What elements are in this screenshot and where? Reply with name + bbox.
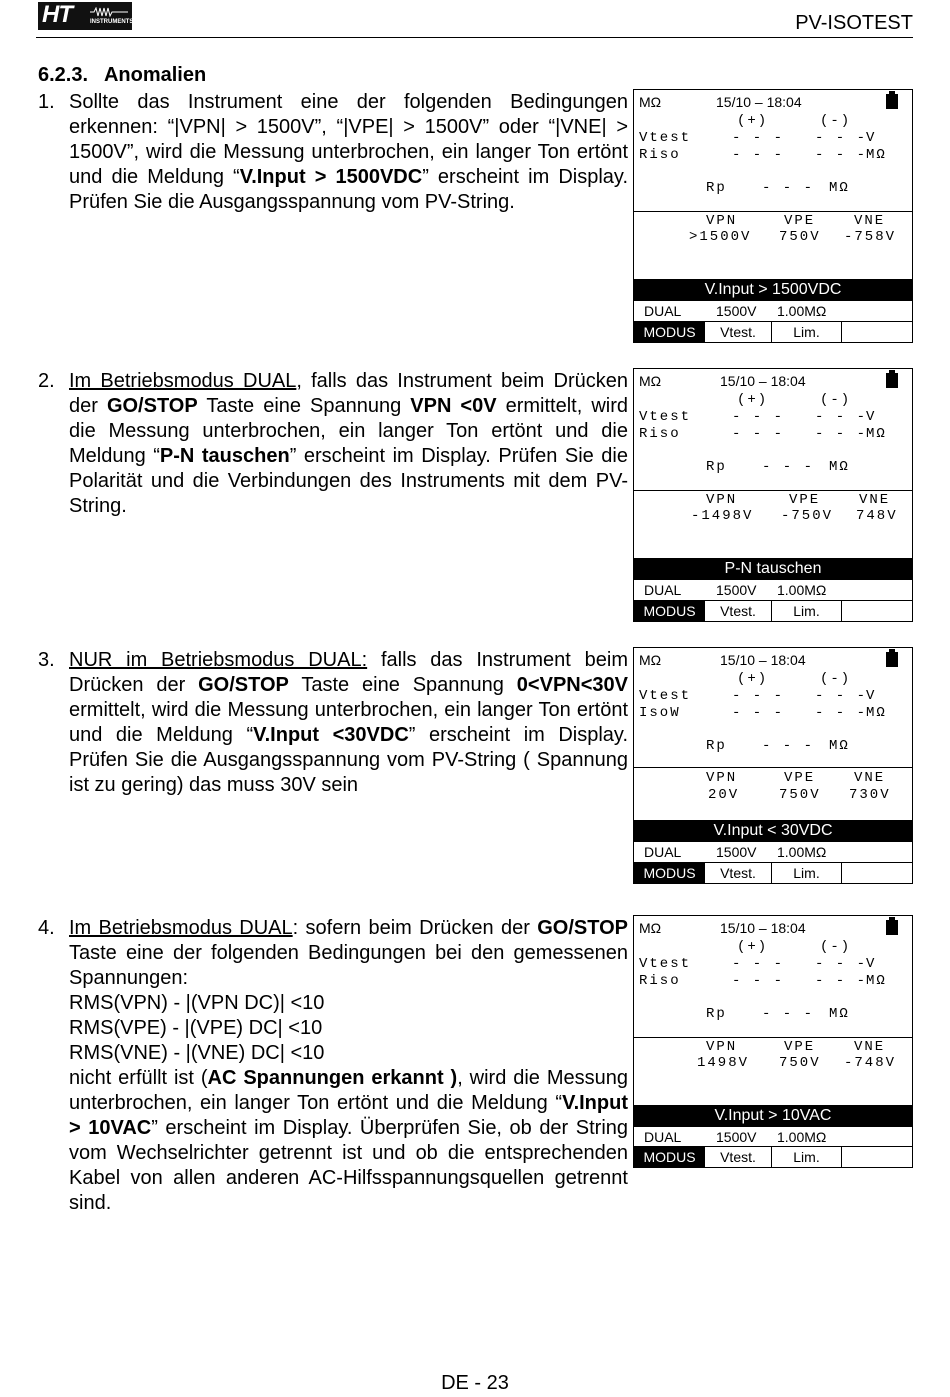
minus-header: (-) [820,392,852,408]
vtest-label: Vtest [639,130,692,146]
vpn-value: 1498V [697,1055,750,1071]
isow-unit: MΩ [866,705,887,721]
limit-resistance: 1.00MΩ [777,844,827,860]
limit-resistance: 1.00MΩ [777,582,827,598]
text-run: Sollte das Instrument eine der folgenden Bedingungen erkennen: “|VPN| > 1500V”, “|VPE| > 1500V” oder “|VNE| > 1500V”, wird die Messung unterbrochen, ein langer Ton ertönt und die Meldung “ [69,91,628,188]
separator [634,490,912,491]
minus-header: (-) [820,939,852,955]
anomaly-item-2 [38,369,628,519]
softkey-modus[interactable]: MODUS [634,322,705,342]
vpe-value: 750V [779,1055,821,1071]
plus-header: (+) [737,113,769,129]
softkey-modus[interactable]: MODUS [634,863,705,883]
battery-icon [886,652,898,667]
anomaly-item-4 [38,916,628,1216]
logo-wave-icon [90,7,128,17]
vpe-header: VPE [784,213,816,229]
vpn-header: VPN [706,213,738,229]
rp-label: Rp [706,1006,727,1022]
softkey-vtest[interactable]: Vtest. [705,863,772,883]
logo-text: HT [42,1,72,28]
softkey-vtest[interactable]: Vtest. [705,601,772,621]
softkey-lim[interactable]: Lim. [772,601,842,621]
vpn-value: -1498V [691,508,754,524]
vne-header: VNE [854,213,886,229]
text-run: ” erscheint im Display. Prüfen Sie die Polarität und die Verbindungen des Instruments mit dem PV-String. [69,445,628,517]
riso-minus-value: - - - [815,973,868,989]
vpe-header: VPE [784,1039,816,1055]
vtest-unit: V [866,956,877,972]
bold-message: P-N tauschen [159,445,290,467]
condition-line: RMS(VPN) - |(VPN DC)| <10 [69,992,325,1014]
bold-condition: AC Spannungen erkannt ) [207,1067,458,1089]
text-run: ” erscheint im Display. Überprüfen Sie, ob der String vom Wechselrichter getrennt ist und ob die entsprechenden Kabel von allen anderen AC-Hilfsspannungsquellen getrennt sind. [69,1117,629,1214]
vtest-label: Vtest [639,956,692,972]
vne-value: -748V [844,1055,897,1071]
condition-line: RMS(VPE) - |(VPE) DC| <10 [69,1017,323,1039]
test-voltage: 1500V [716,303,757,319]
softkey-vtest[interactable]: Vtest. [705,322,772,342]
page-number: DE - 23 [441,1372,509,1394]
rp-unit: MΩ [829,180,850,196]
text-run: Taste eine Spannung [288,674,517,696]
minus-header: (-) [820,671,852,687]
vne-header: VNE [854,770,886,786]
instrument-display-4 [633,915,913,1168]
unit-label: MΩ [639,652,662,668]
test-voltage: 1500V [716,844,757,860]
vpe-header: VPE [784,770,816,786]
riso-minus-value: - - - [815,147,868,163]
text-run: ” erscheint im Display. Prüfen Sie die Ausgangsspannung vom PV-String ( Spannung ist zu gering) das muss 30V sein [69,724,629,796]
vtest-plus-value: - - - [732,130,785,146]
riso-unit: MΩ [866,147,887,163]
item-text [69,369,628,519]
bold-condition: VPN <0V [410,395,497,417]
vtest-plus-value: - - - [732,956,785,972]
rp-unit: MΩ [829,1006,850,1022]
underlined-text: NUR im Betriebsmodus DUAL: [69,649,368,671]
vtest-minus-value: - - - [815,688,868,704]
rp-value: - - - [762,180,815,196]
item-number: 4. [38,917,55,939]
separator [634,767,912,768]
bold-key: GO/STOP [198,674,289,696]
minus-header: (-) [820,113,852,129]
test-voltage: 1500V [716,1129,757,1145]
rp-label: Rp [706,180,727,196]
mode-value: DUAL [644,303,682,319]
text-run: , falls das Instrument beim Drücken der [69,370,628,417]
isow-minus-value: - - - [815,705,868,721]
bold-message: V.Input > 1500VDC [239,166,423,188]
vpe-value: 750V [779,787,821,803]
vne-header: VNE [859,492,891,508]
separator [634,1037,912,1038]
error-message: V.Input > 1500VDC [634,279,912,301]
softkey-lim[interactable]: Lim. [772,322,842,342]
instrument-display-2 [633,368,913,622]
mode-value: DUAL [644,844,682,860]
vpn-value: >1500V [689,229,752,245]
vne-header: VNE [854,1039,886,1055]
riso-plus-value: - - - [732,426,785,442]
instrument-display-3 [633,647,913,884]
test-voltage: 1500V [716,582,757,598]
bold-message: V.Input <30VDC [253,724,409,746]
vtest-minus-value: - - - [815,130,868,146]
battery-icon [886,920,898,935]
text-run: , wird die Messung unterbrochen, ein langer Ton ertönt und die Meldung “ [69,1067,628,1114]
riso-plus-value: - - - [732,147,785,163]
error-message: P-N tauschen [634,558,912,580]
riso-unit: MΩ [866,973,887,989]
bold-key: GO/STOP [537,917,629,939]
riso-minus-value: - - - [815,426,868,442]
item-number: 3. [38,649,55,671]
limit-resistance: 1.00MΩ [777,303,827,319]
datetime: 15/10 – 18:04 [716,94,802,110]
unit-label: MΩ [639,373,662,389]
error-message: V.Input < 30VDC [634,820,912,842]
bold-message: V.Input > 10VAC [69,1092,628,1139]
rp-label: Rp [706,459,727,475]
softkey-modus[interactable]: MODUS [634,1147,705,1167]
item-number: 1. [38,91,55,113]
softkey-lim[interactable]: Lim. [772,1147,842,1167]
mode-value: DUAL [644,582,682,598]
item-text [69,90,628,215]
unit-label: MΩ [639,920,662,936]
rp-unit: MΩ [829,738,850,754]
vtest-unit: V [866,688,877,704]
rp-unit: MΩ [829,459,850,475]
item-text [69,648,628,798]
text-run: : sofern beim Drücken der [292,917,538,939]
anomaly-item-3 [38,648,628,798]
vne-value: -758V [844,229,897,245]
instrument-display-1 [633,89,913,343]
vtest-minus-value: - - - [815,409,868,425]
text-run: Taste eine Spannung [197,395,411,417]
plus-header: (+) [737,392,769,408]
text-run: nicht erfüllt ist ( [69,1067,208,1089]
rp-label: Rp [706,738,727,754]
datetime: 15/10 – 18:04 [720,920,806,936]
rp-value: - - - [762,738,815,754]
anomaly-item-1 [38,90,628,215]
mode-value: DUAL [644,1129,682,1145]
plus-header: (+) [737,671,769,687]
underlined-text: Im Betriebsmodus DUAL [69,370,297,392]
riso-label: Riso [639,426,681,442]
datetime: 15/10 – 18:04 [720,652,806,668]
riso-plus-value: - - - [732,973,785,989]
bold-condition: 0<VPN<30V [516,674,628,696]
logo-subtext: INSTRUMENTS [90,19,134,25]
isow-plus-value: - - - [732,705,785,721]
vpn-value: 20V [708,787,740,803]
unit-label: MΩ [639,94,662,110]
vpe-header: VPE [789,492,821,508]
item-number: 2. [38,370,55,392]
vtest-minus-value: - - - [815,956,868,972]
vpe-value: -750V [781,508,834,524]
separator [634,211,912,212]
rp-value: - - - [762,1006,815,1022]
text-run: ermittelt, wird die Messung unterbrochen, ein langer Ton ertönt und die Meldung “ [69,395,628,467]
text-run: Taste eine der folgenden Bedingungen bei den gemessenen Spannungen: [69,942,628,989]
vpe-value: 750V [779,229,821,245]
riso-unit: MΩ [866,426,887,442]
vtest-unit: V [866,409,877,425]
ht-logo [38,2,132,30]
vpn-header: VPN [706,770,738,786]
isow-label: IsoW [639,705,681,721]
plus-header: (+) [737,939,769,955]
vne-value: 748V [856,508,898,524]
text-run: falls das Instrument beim Drücken der [69,649,628,696]
softkey-vtest[interactable]: Vtest. [705,1147,772,1167]
rp-value: - - - [762,459,815,475]
vtest-plus-value: - - - [732,409,785,425]
vpn-header: VPN [706,492,738,508]
underlined-text: Im Betriebsmodus DUAL [69,917,293,939]
section-title: 6.2.3. Anomalien [38,64,207,86]
softkey-lim[interactable]: Lim. [772,863,842,883]
limit-resistance: 1.00MΩ [777,1129,827,1145]
vne-value: 730V [849,787,891,803]
vtest-label: Vtest [639,688,692,704]
bold-key: GO/STOP [106,395,198,417]
vtest-plus-value: - - - [732,688,785,704]
error-message: V.Input > 10VAC [634,1105,912,1127]
riso-label: Riso [639,147,681,163]
header-divider [36,37,913,38]
vtest-label: Vtest [639,409,692,425]
vtest-unit: V [866,130,877,146]
battery-icon [886,373,898,388]
battery-icon [886,94,898,109]
text-run: ” erscheint im Display. Prüfen Sie die Ausgangsspannung vom PV-String. [69,166,628,213]
condition-line: RMS(VNE) - |(VNE) DC| <10 [69,1042,325,1064]
riso-label: Riso [639,973,681,989]
item-text [69,916,628,1216]
vpn-header: VPN [706,1039,738,1055]
softkey-modus[interactable]: MODUS [634,601,705,621]
text-run: ermittelt, wird die Messung unterbrochen, ein langer Ton ertönt und die Meldung “ [69,699,628,746]
document-title: PV-ISOTEST [795,12,913,34]
datetime: 15/10 – 18:04 [720,373,806,389]
